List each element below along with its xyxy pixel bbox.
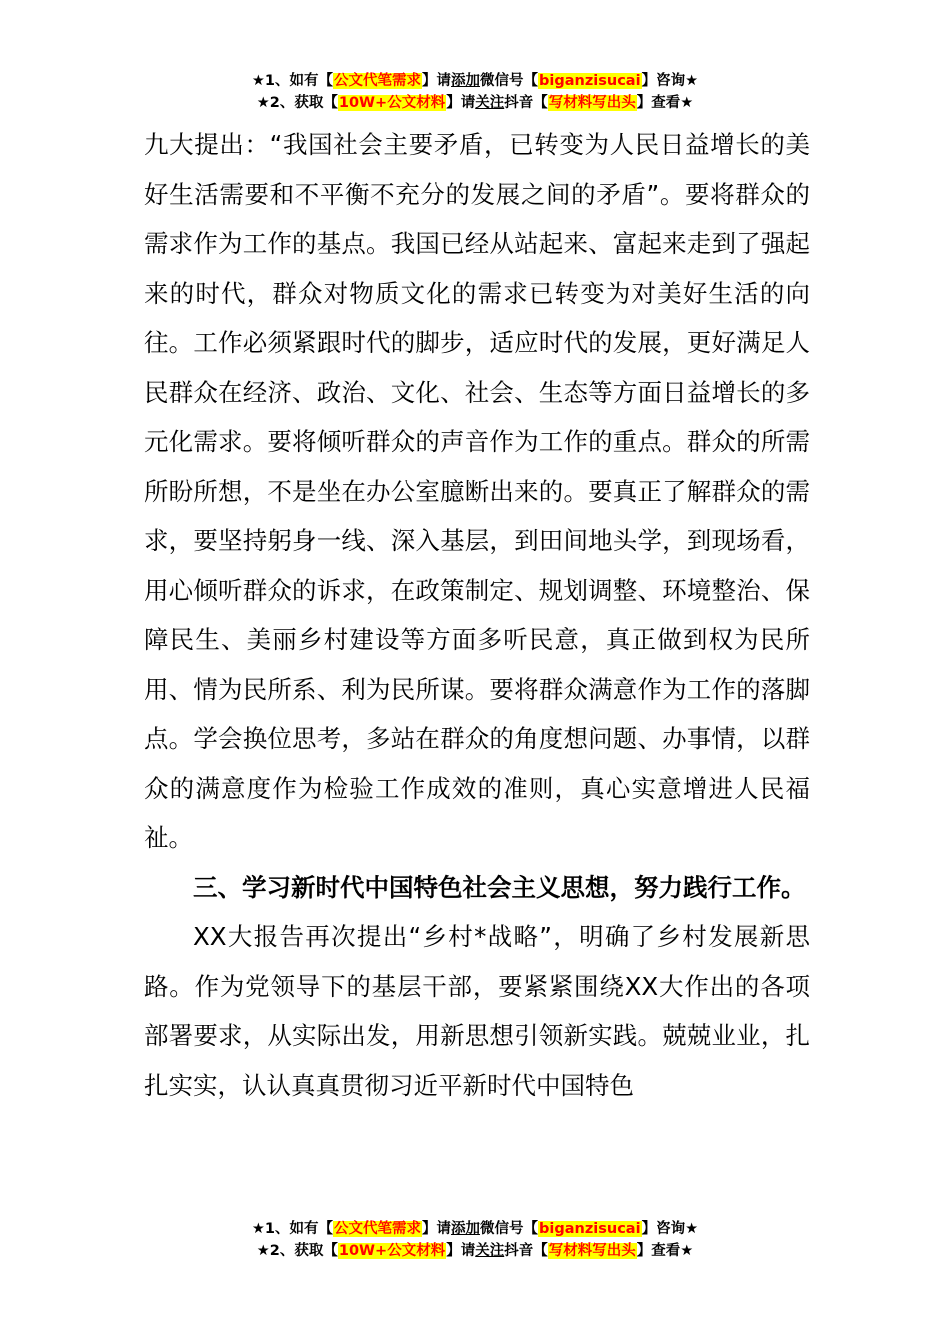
header-banner [0,70,950,114]
banner-text: 】咨询★ [641,73,699,89]
banner-highlight: 公文代笔需求 [334,73,422,89]
banner-highlight: 公文代笔需求 [334,1221,422,1237]
banner-text: 微信号【 [480,73,539,89]
banner-underlined: 关注 [475,1243,505,1259]
banner-text: ★2、获取【 [256,95,338,111]
banner-line-2 [0,92,950,114]
paragraph-2: XX大报告再次提出“乡村*战略”，明确了乡村发展新思路。作为党领导下的基层干部，要紧紧围绕XX大作出的各项部署要求，从实际出发，用新思想引领新实践。兢兢业业，扎扎实实，认认真真贯彻习近平新时代中国特色 [144,922,810,1100]
paragraph-1: 九大提出：“我国社会主要矛盾，已转变为人民日益增长的美好生活需要和不平衡不充分的发展之间的矛盾”。要将群众的需求作为工作的基点。我国已经从站起来、富起来走到了强起来的时代，群众对物质文化的需求已转变为对美好生活的向往。工作必须紧跟时代的脚步，适应时代的发展，更好满足人民群众在经济、政治、文化、社会、生态等方面日益增长的多元化需求。要将倾听群众的声音作为工作的重点。群众的所需所盼所想，不是坐在办公室臆断出来的。要真正了解群众的需求，要坚持躬身一线、深入基层，到田间地头学，到现场看，用心倾听群众的诉求，在政策制定、规划调整、环境整治、保障民生、美丽乡村建设等方面多听民意，真正做到权为民所用、情为民所系、利为民所谋。要将群众满意作为工作的落脚点。学会换位思考，多站在群众的角度想问题、办事情，以群众的满意度作为检验工作成效的准则，真心实意增进人民福祉。 [144,130,810,852]
banner-highlight: biganzisucai [539,1221,641,1237]
banner-text: ★1、如有【 [251,73,334,89]
banner-underlined: 添加 [451,73,481,89]
banner-text: 】请 [422,1221,452,1237]
banner-text: ★1、如有【 [251,1221,334,1237]
banner-underlined: 添加 [451,1221,481,1237]
banner-highlight: 10W+公文材料 [338,1243,446,1259]
banner-underlined: 关注 [475,95,505,111]
banner-text: 抖音【 [504,95,548,111]
banner-text: 】查看★ [636,95,694,111]
banner-text: 】请 [422,73,452,89]
section-heading-3: 三、学习新时代中国特色社会主义思想，努力践行工作。 [193,872,806,902]
banner-line-1 [0,1218,950,1240]
banner-text: 抖音【 [504,1243,548,1259]
banner-highlight: 写材料写出头 [548,1243,636,1259]
document-body [144,120,810,1110]
banner-highlight: 10W+公文材料 [338,95,446,111]
banner-text: 微信号【 [480,1221,539,1237]
banner-text: 】查看★ [636,1243,694,1259]
banner-text: 】请 [446,95,476,111]
banner-text: 】请 [446,1243,476,1259]
banner-line-2 [0,1240,950,1262]
banner-highlight: 写材料写出头 [548,95,636,111]
footer-banner [0,1218,950,1262]
banner-line-1 [0,70,950,92]
banner-text: 】咨询★ [641,1221,699,1237]
banner-text: ★2、获取【 [256,1243,338,1259]
banner-highlight: biganzisucai [539,73,641,89]
